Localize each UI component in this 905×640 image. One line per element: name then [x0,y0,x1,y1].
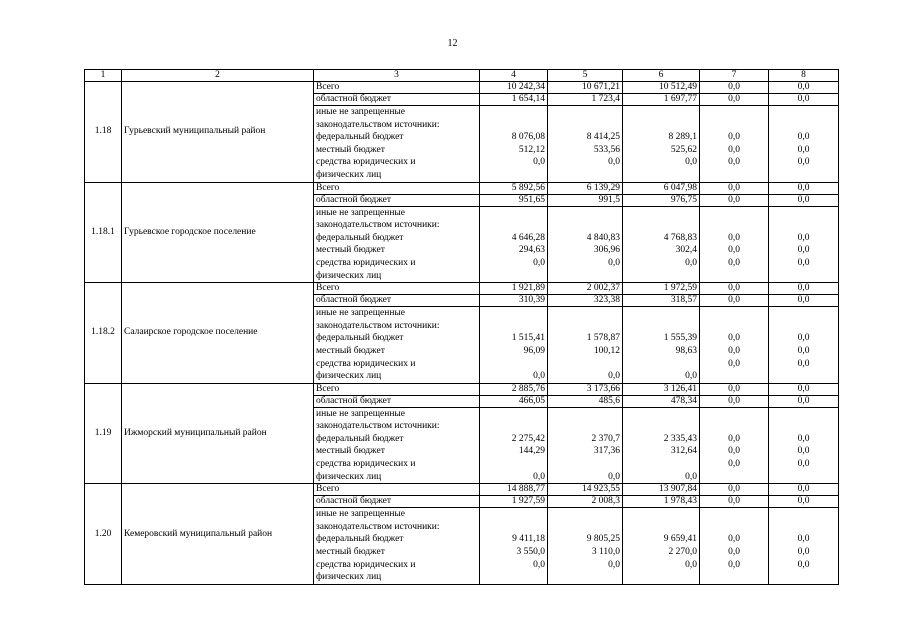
value-cell [623,407,700,484]
value-line [771,219,836,232]
value-line [482,270,545,283]
source-line: местный бюджет [316,345,385,356]
value-line: 0,0 [728,446,740,457]
value-cell: 0,0 [700,82,769,94]
value-cell: 5 892,56 [480,182,548,194]
value-cell [480,407,548,484]
value-cell: 3 173,66 [548,383,623,395]
source-line: иные не запрещенные [316,408,406,419]
value-line: 0,0 [797,245,810,256]
value-line: 2 270,0 [668,547,697,558]
source-label: областной бюджет [314,496,480,508]
value-line [702,508,766,521]
value-line: 1 578,87 [586,333,620,344]
source-line: физических лиц [316,270,382,281]
value-line: 0,0 [797,547,810,558]
value-line [550,307,620,320]
value-line [625,358,697,371]
source-line: местный бюджет [316,547,385,558]
value-line [625,219,697,232]
value-cell: 0,0 [769,496,839,508]
source-line: физических лиц [316,572,382,583]
value-cell [623,307,700,384]
source-label: Всего [314,484,480,496]
source-list [314,106,480,183]
value-cell: 14 923,55 [548,484,623,496]
page-number: 12 [447,38,458,49]
row-name: Ижморский муниципальный район [122,383,314,484]
budget-table [84,69,839,585]
source-line: законодательством источники: [316,119,440,130]
value-line: 302,4 [675,245,697,256]
value-line [482,207,545,220]
value-line: 0,0 [728,132,740,143]
value-line [550,408,620,421]
source-label: Всего [314,82,480,94]
value-cell: 0,0 [700,94,769,106]
value-line [702,169,766,182]
row-name: Кемеровский муниципальный район [122,484,314,585]
value-line: 96,09 [523,345,545,356]
value-line: 144,29 [518,446,545,457]
value-cell [769,206,839,283]
value-line: 312,64 [670,446,697,457]
value-line [702,106,766,119]
source-label: областной бюджет [314,395,480,407]
value-line: 0,0 [797,157,810,168]
value-line [702,119,766,132]
column-header: 7 [700,70,769,82]
value-cell [700,206,769,283]
value-line [482,571,545,584]
value-cell: 10 242,34 [480,82,548,94]
value-line [771,106,836,119]
value-line [482,521,545,534]
value-cell [623,106,700,183]
value-line [550,320,620,333]
value-cell: 0,0 [700,496,769,508]
value-line [771,207,836,220]
source-line: средства юридических и [316,559,416,570]
value-line [625,420,697,433]
value-line: 0,0 [797,459,810,470]
value-line: 9 805,25 [586,534,620,545]
value-cell: 0,0 [769,182,839,194]
value-cell [623,206,700,283]
value-cell: 0,0 [700,295,769,307]
value-line [550,119,620,132]
value-line: 4 646,28 [511,232,545,243]
value-line: 0,0 [608,559,620,570]
value-line: 0,0 [728,232,740,243]
value-line [625,571,697,584]
value-line: 0,0 [797,446,810,457]
value-line: 0,0 [533,371,545,382]
value-cell: 3 126,41 [623,383,700,395]
value-line [550,458,620,471]
value-cell [480,307,548,384]
value-cell: 1 723,4 [548,94,623,106]
value-cell: 0,0 [700,283,769,295]
column-header: 6 [623,70,700,82]
value-cell: 991,5 [548,194,623,206]
value-line [625,207,697,220]
source-list [314,206,480,283]
source-line: физических лиц [316,471,382,482]
value-line: 0,0 [608,257,620,268]
value-line [482,169,545,182]
value-cell: 10 671,21 [548,82,623,94]
value-cell: 10 512,49 [623,82,700,94]
value-line: 0,0 [797,534,810,545]
value-line: 0,0 [728,144,740,155]
value-cell: 0,0 [769,194,839,206]
value-line: 2 275,42 [511,433,545,444]
value-cell: 1 697,77 [623,94,700,106]
value-cell [548,106,623,183]
value-line: 0,0 [685,559,697,570]
source-label: областной бюджет [314,94,480,106]
value-cell: 318,57 [623,295,700,307]
value-line [625,169,697,182]
value-line: 0,0 [728,559,740,570]
value-cell [548,206,623,283]
value-cell: 466,05 [480,395,548,407]
value-line [771,408,836,421]
source-label: Всего [314,182,480,194]
value-line: 3 110,0 [591,547,620,558]
row-code: 1.19 [85,383,122,484]
value-line [702,408,766,421]
value-line [702,420,766,433]
value-line: 100,12 [593,345,620,356]
value-line: 2 335,43 [663,433,697,444]
value-cell [480,508,548,585]
value-line [482,420,545,433]
value-line [702,320,766,333]
source-line: законодательством источники: [316,320,440,331]
value-line: 0,0 [728,245,740,256]
value-line [625,270,697,283]
value-cell: 951,65 [480,194,548,206]
value-line: 0,0 [797,559,810,570]
value-line [771,508,836,521]
row-code: 1.18.2 [85,283,122,384]
source-line: федеральный бюджет [316,333,404,344]
value-line: 0,0 [533,559,545,570]
value-line [550,571,620,584]
value-cell: 0,0 [700,383,769,395]
value-line: 0,0 [797,333,810,344]
value-line [625,119,697,132]
source-line: федеральный бюджет [316,433,404,444]
value-cell: 478,34 [623,395,700,407]
value-cell: 2 885,76 [480,383,548,395]
header-row [85,70,839,82]
value-line: 3 550,0 [516,547,545,558]
value-line: 0,0 [608,157,620,168]
value-cell: 0,0 [700,182,769,194]
table-row [85,182,839,194]
value-line [625,408,697,421]
value-line: 0,0 [797,132,810,143]
value-cell [769,508,839,585]
source-line: физических лиц [316,169,382,180]
column-header: 4 [480,70,548,82]
row-name: Гурьевский муниципальный район [122,82,314,183]
source-list [314,508,480,585]
value-cell: 0,0 [769,283,839,295]
value-line [550,420,620,433]
value-line [482,219,545,232]
value-line: 512,12 [518,144,545,155]
value-line: 0,0 [797,257,810,268]
value-cell: 323,38 [548,295,623,307]
value-line: 0,0 [608,471,620,482]
value-cell [769,106,839,183]
value-line [482,106,545,119]
source-line: федеральный бюджет [316,232,404,243]
source-line: иные не запрещенные [316,509,406,520]
value-line [625,458,697,471]
source-list [314,307,480,384]
row-name: Салаирское городское поселение [122,283,314,384]
value-line: 0,0 [797,433,810,444]
value-line [482,119,545,132]
source-line: иные не запрещенные [316,308,406,319]
value-cell: 0,0 [700,194,769,206]
value-cell [548,407,623,484]
value-line [771,571,836,584]
value-line [771,320,836,333]
value-line: 0,0 [728,345,740,356]
column-header: 2 [122,70,314,82]
value-line [702,471,766,484]
table-row [85,283,839,295]
value-line: 306,96 [593,245,620,256]
column-header: 5 [548,70,623,82]
value-line: 0,0 [608,371,620,382]
value-cell [480,206,548,283]
value-cell: 310,39 [480,295,548,307]
value-line: 0,0 [728,459,740,470]
value-cell [769,307,839,384]
value-line [550,521,620,534]
value-cell: 13 907,84 [623,484,700,496]
value-line: 0,0 [728,257,740,268]
value-line [625,320,697,333]
source-line: законодательством источники: [316,521,440,532]
value-cell: 0,0 [769,395,839,407]
value-cell: 1 921,89 [480,283,548,295]
source-label: областной бюджет [314,295,480,307]
value-line [771,307,836,320]
value-line [771,119,836,132]
value-cell: 6 139,29 [548,182,623,194]
value-line: 8 414,25 [586,132,620,143]
value-line: 0,0 [728,547,740,558]
value-cell: 1 978,43 [623,496,700,508]
value-line [550,358,620,371]
table-row [85,383,839,395]
value-line [550,169,620,182]
source-label: областной бюджет [314,194,480,206]
value-line: 98,63 [675,345,697,356]
value-line [625,508,697,521]
column-header: 1 [85,70,122,82]
value-cell: 1 654,14 [480,94,548,106]
value-line: 8 076,08 [511,132,545,143]
value-cell [700,508,769,585]
value-line: 2 370,7 [591,433,620,444]
value-line: 0,0 [797,232,810,243]
value-line [625,521,697,534]
value-line: 0,0 [797,358,810,369]
value-cell: 2 002,37 [548,283,623,295]
value-line [482,320,545,333]
value-cell: 485,6 [548,395,623,407]
value-line [482,458,545,471]
value-cell [480,106,548,183]
source-line: средства юридических и [316,157,416,168]
value-line [550,508,620,521]
table-row [85,82,839,94]
value-line: 0,0 [728,433,740,444]
value-cell: 2 008,3 [548,496,623,508]
value-line [702,571,766,584]
source-list [314,407,480,484]
value-line [482,508,545,521]
value-line: 0,0 [533,257,545,268]
value-line: 9 659,41 [663,534,697,545]
value-line [771,420,836,433]
source-line: иные не запрещенные [316,207,406,218]
value-line: 317,36 [593,446,620,457]
value-cell: 0,0 [769,383,839,395]
value-line: 0,0 [685,257,697,268]
value-line [771,370,836,383]
source-line: иные не запрещенные [316,107,406,117]
value-line: 1 555,39 [663,333,697,344]
value-cell: 0,0 [769,295,839,307]
value-line: 0,0 [533,471,545,482]
value-line: 533,56 [593,144,620,155]
value-cell [700,106,769,183]
value-line [771,471,836,484]
source-line: местный бюджет [316,144,385,155]
value-line: 0,0 [797,144,810,155]
value-line [771,270,836,283]
value-line [771,169,836,182]
row-code: 1.20 [85,484,122,585]
value-cell: 14 888,77 [480,484,548,496]
value-cell: 976,75 [623,194,700,206]
value-line [702,207,766,220]
value-line: 4 840,83 [586,232,620,243]
value-cell [700,307,769,384]
value-line [625,307,697,320]
value-line: 9 411,18 [512,534,545,545]
source-line: местный бюджет [316,245,385,256]
value-cell: 0,0 [700,395,769,407]
source-line: местный бюджет [316,446,385,457]
value-line [482,358,545,371]
value-line: 4 768,83 [663,232,697,243]
value-line: 0,0 [685,157,697,168]
value-line [550,106,620,119]
value-line [771,521,836,534]
source-label: Всего [314,283,480,295]
source-line: федеральный бюджет [316,534,404,545]
value-cell: 1 972,59 [623,283,700,295]
value-cell [623,508,700,585]
value-cell: 0,0 [769,94,839,106]
value-line: 1 515,41 [511,333,545,344]
value-line: 0,0 [797,345,810,356]
column-header: 3 [314,70,480,82]
source-line: средства юридических и [316,257,416,268]
source-line: физических лиц [316,371,382,382]
value-line [625,106,697,119]
value-cell: 0,0 [769,82,839,94]
value-line: 0,0 [728,333,740,344]
value-line [702,370,766,383]
value-cell: 1 927,59 [480,496,548,508]
row-name: Гурьевское городское поселение [122,182,314,283]
table-row [85,484,839,496]
value-line [482,408,545,421]
value-line: 0,0 [685,471,697,482]
source-label: Всего [314,383,480,395]
value-cell: 6 047,98 [623,182,700,194]
value-line: 0,0 [728,534,740,545]
value-cell [769,407,839,484]
value-line: 294,63 [518,245,545,256]
row-code: 1.18 [85,82,122,183]
source-line: средства юридических и [316,358,416,369]
value-line [702,270,766,283]
value-line [550,270,620,283]
value-line: 8 289,1 [668,132,697,143]
source-line: федеральный бюджет [316,132,404,143]
source-line: законодательством источники: [316,421,440,432]
value-line [482,307,545,320]
source-line: законодательством источники: [316,220,440,231]
value-line [702,219,766,232]
row-code: 1.18.1 [85,182,122,283]
value-cell: 0,0 [700,484,769,496]
value-line: 0,0 [685,371,697,382]
value-cell [548,508,623,585]
value-cell [548,307,623,384]
value-line: 0,0 [728,358,740,369]
value-line [550,219,620,232]
source-line: средства юридических и [316,459,416,470]
column-header: 8 [769,70,839,82]
value-line [702,307,766,320]
value-line: 0,0 [728,157,740,168]
value-line: 0,0 [533,157,545,168]
value-cell: 0,0 [769,484,839,496]
value-line [550,207,620,220]
value-line [702,521,766,534]
value-line: 525,62 [670,144,697,155]
value-cell [700,407,769,484]
